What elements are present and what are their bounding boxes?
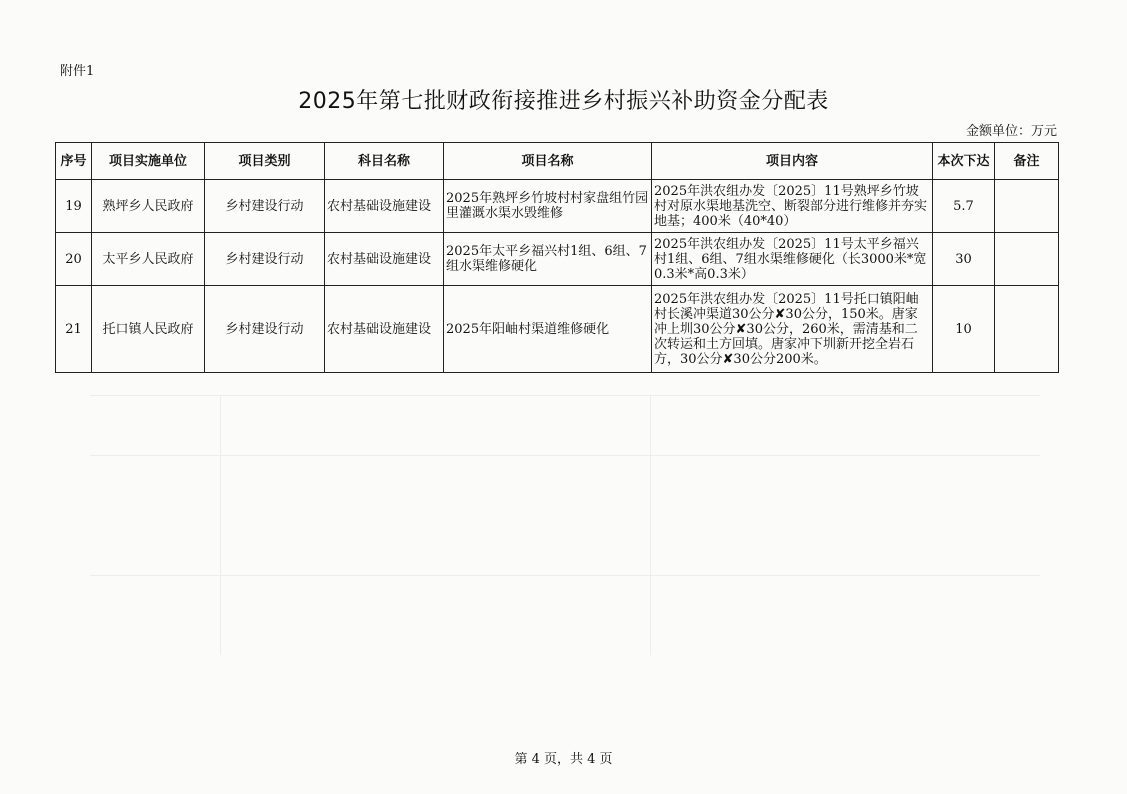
table-header-row xyxy=(56,143,1059,180)
column-header-subject: 科目名称 xyxy=(325,143,444,180)
project-name: 2025年太平乡福兴村1组、6组、7组水渠维修硬化 xyxy=(444,233,652,286)
column-header-amount: 本次下达 xyxy=(933,143,995,180)
bleed-through-background xyxy=(90,395,1040,655)
row-number: 21 xyxy=(56,286,92,373)
row-number: 19 xyxy=(56,180,92,233)
implementing-unit: 熟坪乡人民政府 xyxy=(92,180,205,233)
amount-unit-label: 金额单位：万元 xyxy=(965,124,1057,139)
column-header-project-content: 项目内容 xyxy=(652,143,933,180)
project-content: 2025年洪农组办发〔2025〕11号熟坪乡竹坡村对原水渠地基洗空、断裂部分进行维修并夯实地基；400米（40*40） xyxy=(652,180,933,233)
project-name: 2025年阳岫村渠道维修硬化 xyxy=(444,286,652,373)
amount: 30 xyxy=(933,233,995,286)
implementing-unit: 太平乡人民政府 xyxy=(92,233,205,286)
subject-name: 农村基础设施建设 xyxy=(325,286,444,373)
remark xyxy=(995,180,1059,233)
project-content: 2025年洪农组办发〔2025〕11号太平乡福兴村1组、6组、7组水渠维修硬化（长3000米*宽0.3米*高0.3米） xyxy=(652,233,933,286)
project-category: 乡村建设行动 xyxy=(205,286,325,373)
project-category: 乡村建设行动 xyxy=(205,180,325,233)
column-header-unit: 项目实施单位 xyxy=(92,143,205,180)
page-number: 第 4 页，共 4 页 xyxy=(514,752,613,767)
table-row xyxy=(56,233,1059,286)
remark xyxy=(995,286,1059,373)
column-header-project-name: 项目名称 xyxy=(444,143,652,180)
project-content: 2025年洪农组办发〔2025〕11号托口镇阳岫村长溪冲渠道30公分✘30公分，150米。唐家冲上圳30公分✘30公分，260米，需清基和二次转运和土方回填。唐家冲下圳新开挖全岩石方，30公分✘30公分200米。 xyxy=(652,286,933,373)
remark xyxy=(995,233,1059,286)
column-header-remark: 备注 xyxy=(995,143,1059,180)
table-row xyxy=(56,180,1059,233)
subject-name: 农村基础设施建设 xyxy=(325,233,444,286)
amount: 5.7 xyxy=(933,180,995,233)
subject-name: 农村基础设施建设 xyxy=(325,180,444,233)
allocation-table xyxy=(55,142,1059,373)
column-header-category: 项目类别 xyxy=(205,143,325,180)
amount: 10 xyxy=(933,286,995,373)
project-category: 乡村建设行动 xyxy=(205,233,325,286)
table-row xyxy=(56,286,1059,373)
column-header-no: 序号 xyxy=(56,143,92,180)
project-name: 2025年熟坪乡竹坡村村家盘组竹园里灌溉水渠水毁维修 xyxy=(444,180,652,233)
attachment-label: 附件1 xyxy=(60,64,95,79)
row-number: 20 xyxy=(56,233,92,286)
page-title: 2025年第七批财政衔接推进乡村振兴补助资金分配表 xyxy=(298,89,829,114)
implementing-unit: 托口镇人民政府 xyxy=(92,286,205,373)
